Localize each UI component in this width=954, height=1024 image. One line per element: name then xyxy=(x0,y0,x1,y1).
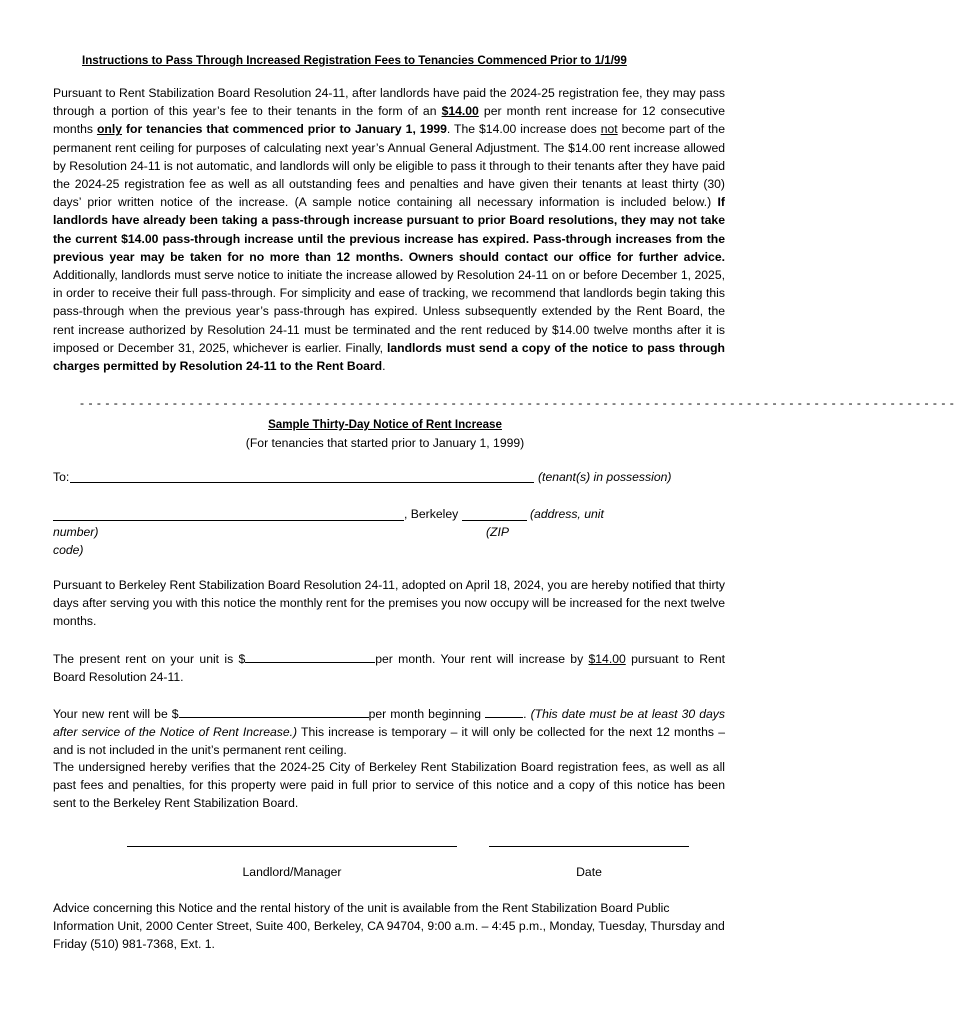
present-rent-text: pursuant to Rent Board Resolution 24-11. xyxy=(53,652,725,685)
landlord-signature-line[interactable] xyxy=(127,846,457,847)
intro-text: Pursuant to Rent Stabilization Board Resolution 24-11, after landlords have paid the 2024-25 registration fee, they may pass through a portion of this year’s fee to their tenants in the form of an xyxy=(53,86,725,119)
tenant-name-field[interactable] xyxy=(70,482,534,483)
intro-text: . The $14.00 increase does xyxy=(446,122,601,137)
tenant-hint: (tenant(s) in possession) xyxy=(538,470,672,484)
verification-paragraph: The undersigned hereby verifies that the 2024-25 City of Berkeley Rent Stabilization Board registration fees, as well as all past fees and penalties, for this property were paid in full prior to service of this notice and a copy of this notice has been sent to the Berkeley Rent Stabilization Board. xyxy=(53,760,725,811)
sample-notice-title: Sample Thirty-Day Notice of Rent Increase xyxy=(268,418,502,431)
new-rent-text: This increase is temporary – it will only be collected for the next 12 months – and is not included in the unit’s permanent rent ceiling. xyxy=(53,725,725,758)
intro-text: per month rent increase for 12 consecutive months xyxy=(53,104,725,137)
intro-text: . xyxy=(382,359,386,374)
intro-amount: $14.00 xyxy=(441,104,479,119)
address-field[interactable] xyxy=(53,520,404,521)
present-rent-text: per month. Your rent will increase by xyxy=(375,652,589,666)
intro-bold-warning: If landlords have already been taking a pass-through increase pursuant to prior Board resolutions, they may not take the current $14.00 pass-through increase until the previous increase has expired. Pass-through increases from the previous year may be taken for no more than 12 months. Owners should contact our office for further advice. xyxy=(53,195,725,264)
to-label: To: xyxy=(53,470,70,484)
date-label: Date xyxy=(576,865,602,879)
landlord-label: Landlord/Manager xyxy=(242,865,342,879)
new-rent-field[interactable] xyxy=(179,704,369,718)
intro-bold-date: for tenancies that commenced prior to January 1, 1999 xyxy=(122,122,447,137)
intro-not: not xyxy=(600,122,618,137)
new-rent-paragraph xyxy=(53,704,725,760)
present-rent-paragraph xyxy=(53,649,725,686)
present-rent-field[interactable] xyxy=(245,649,375,663)
advice-paragraph: Advice concerning this Notice and the rental history of the unit is available from the Rent Stabilization Board Public Information Unit, 2000 Center Street, Suite 400, Berkeley, CA 94704, 9:00 a.m. – 4:45 p.m., Monday, Tuesday, Thursday and Friday (510) 981-7368, Ext. 1. xyxy=(53,901,725,952)
sample-notice-subtitle: (For tenancies that started prior to January 1, 1999) xyxy=(245,436,525,450)
present-rent-text: The present rent on your unit is $ xyxy=(53,652,246,666)
address-hint-number: number) xyxy=(53,525,99,539)
increase-amount: $14.00 xyxy=(588,652,626,666)
intro-text: Additionally, landlords must serve notice to initiate the increase allowed by Resolution 24-11 on or before December 1, 2025, in order to receive their full pass-through. For simplicity and ease of tracking, we recommend that landlords begin taking this pass-through when the previous year’s pass-through has expired. Unless subsequently extended by the Rent Board, the rent increase authorized by Resolution 24-11 must be terminated and the rent reduced by $14.00 twelve months after it is imposed or December 31, 2025, whichever is earlier. Finally, xyxy=(53,268,725,355)
address-hint: (address, unit xyxy=(530,507,604,521)
section-divider: - - - - - - - - - - - - - - - - - - - - - - - - - - - - - - - - - - - - - - - - - - - - - - - - - - - - - - - - - - - - - - - - - - - - - - - - - - - - - - - - - - - - - - - - - - - - - - - - - - - - - - - - xyxy=(80,396,954,410)
berkeley-label: , Berkeley xyxy=(404,507,459,521)
notice-paragraph: Pursuant to Berkeley Rent Stabilization Board Resolution 24-11, adopted on April 18, 2024, you are hereby notified that thirty days after serving you with this notice the monthly rent for the premises you now occupy will be increased for the next twelve months. xyxy=(53,578,725,629)
new-rent-text: . xyxy=(523,707,531,721)
instructions-paragraph xyxy=(53,84,725,375)
new-rent-text: per month beginning xyxy=(368,707,486,721)
zip-hint: (ZIP xyxy=(486,525,510,539)
zip-hint-code: code) xyxy=(53,543,84,557)
intro-only: only xyxy=(96,122,122,137)
intro-text: become part of the permanent rent ceiling for purposes of calculating next year’s Annual General Adjustment. The $14.00 rent increase allowed by Resolution 24-11 is not automatic, and landlords will only be eligible to pass it through to their tenants after they have paid the 2024-25 registration fee as well as all outstanding fees and penalties and have given their tenants at least thirty (30) days’ prior written notice of the increase. (A sample notice containing all necessary information is included below.) xyxy=(53,122,725,210)
date-signature-line[interactable] xyxy=(489,846,689,847)
date-requirement-note: (This date must be at least 30 days after service of the Notice of Rent Increase.) xyxy=(53,707,725,740)
begin-date-field[interactable] xyxy=(485,704,523,718)
intro-bold-send-copy: landlords must send a copy of the notice to pass through charges permitted by Resolution 24-11 to the Rent Board xyxy=(53,340,726,374)
new-rent-text: Your new rent will be $ xyxy=(53,707,179,721)
instructions-title: Instructions to Pass Through Increased Registration Fees to Tenancies Commenced Prior to 1/1/99 xyxy=(82,54,627,67)
zip-field[interactable] xyxy=(462,520,527,521)
